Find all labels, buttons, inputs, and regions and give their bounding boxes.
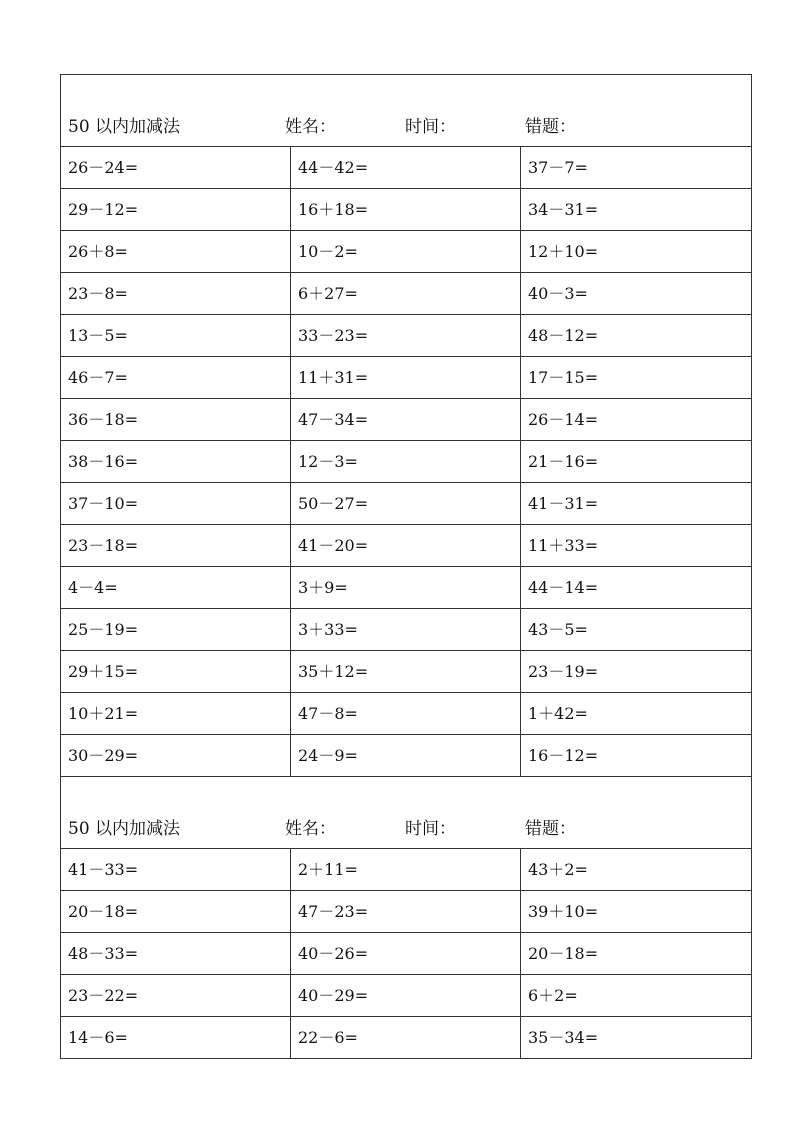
worksheet-table: [60, 74, 752, 1059]
problem-cell: 20－18=: [61, 891, 291, 933]
problem-cell: 38－16=: [61, 441, 291, 483]
problem-row: [61, 735, 752, 777]
problem-cell: 39＋10=: [521, 891, 752, 933]
problem-cell: 20－18=: [521, 933, 752, 975]
problem-row: [61, 651, 752, 693]
problem-cell: 41－31=: [521, 483, 752, 525]
problem-row: [61, 525, 752, 567]
problem-cell: 35＋12=: [291, 651, 521, 693]
header-fields: [68, 118, 751, 138]
problem-cell: 21－16=: [521, 441, 752, 483]
problem-cell: 10＋21=: [61, 693, 291, 735]
problem-cell: 35－34=: [521, 1017, 752, 1059]
problem-cell: 41－20=: [291, 525, 521, 567]
problem-cell: 12－3=: [291, 441, 521, 483]
problem-cell: 17－15=: [521, 357, 752, 399]
problem-cell: 6＋27=: [291, 273, 521, 315]
time-label: 时间：: [405, 819, 456, 839]
section-header: [61, 777, 752, 849]
problem-cell: 48－33=: [61, 933, 291, 975]
problem-cell: 22－6=: [291, 1017, 521, 1059]
problem-cell: 23－19=: [521, 651, 752, 693]
section-header-cell: [61, 75, 752, 147]
problem-cell: 24－9=: [291, 735, 521, 777]
problem-cell: 30－29=: [61, 735, 291, 777]
problem-row: [61, 933, 752, 975]
problem-cell: 37－10=: [61, 483, 291, 525]
problem-row: [61, 849, 752, 891]
name-label: 姓名：: [285, 819, 336, 839]
problem-cell: 11＋31=: [291, 357, 521, 399]
problem-cell: 33－23=: [291, 315, 521, 357]
problem-row: [61, 399, 752, 441]
problem-row: [61, 273, 752, 315]
problem-cell: 16－12=: [521, 735, 752, 777]
problem-row: [61, 975, 752, 1017]
worksheet-title: 50 以内加减法: [68, 819, 181, 839]
problem-cell: 23－8=: [61, 273, 291, 315]
section-header: [61, 75, 752, 147]
problem-cell: 36－18=: [61, 399, 291, 441]
problem-cell: 43＋2=: [521, 849, 752, 891]
problem-cell: 41－33=: [61, 849, 291, 891]
worksheet-title: 50 以内加减法: [68, 117, 181, 137]
problem-cell: 37－7=: [521, 147, 752, 189]
section-header-cell: [61, 777, 752, 849]
problem-cell: 26－14=: [521, 399, 752, 441]
errors-label: 错题：: [525, 117, 576, 137]
problem-row: [61, 441, 752, 483]
problem-cell: 46－7=: [61, 357, 291, 399]
problem-row: [61, 231, 752, 273]
problem-cell: 43－5=: [521, 609, 752, 651]
problem-cell: 3＋33=: [291, 609, 521, 651]
problem-row: [61, 609, 752, 651]
problem-cell: 2＋11=: [291, 849, 521, 891]
problem-cell: 25－19=: [61, 609, 291, 651]
problem-cell: 3＋9=: [291, 567, 521, 609]
problem-cell: 40－3=: [521, 273, 752, 315]
problem-cell: 44－14=: [521, 567, 752, 609]
problem-cell: 13－5=: [61, 315, 291, 357]
problem-cell: 12＋10=: [521, 231, 752, 273]
problem-cell: 50－27=: [291, 483, 521, 525]
problem-cell: 4－4=: [61, 567, 291, 609]
problem-row: [61, 147, 752, 189]
problem-row: [61, 483, 752, 525]
problem-row: [61, 357, 752, 399]
problem-cell: 26－24=: [61, 147, 291, 189]
problem-cell: 34－31=: [521, 189, 752, 231]
problem-cell: 23－18=: [61, 525, 291, 567]
problem-row: [61, 693, 752, 735]
problem-cell: 16＋18=: [291, 189, 521, 231]
problem-cell: 48－12=: [521, 315, 752, 357]
problem-row: [61, 315, 752, 357]
problem-cell: 47－8=: [291, 693, 521, 735]
problem-row: [61, 891, 752, 933]
problem-cell: 40－29=: [291, 975, 521, 1017]
problem-cell: 10－2=: [291, 231, 521, 273]
problem-cell: 1＋42=: [521, 693, 752, 735]
problem-cell: 26＋8=: [61, 231, 291, 273]
problem-cell: 6＋2=: [521, 975, 752, 1017]
problem-cell: 14－6=: [61, 1017, 291, 1059]
problem-row: [61, 189, 752, 231]
problem-cell: 40－26=: [291, 933, 521, 975]
problem-cell: 47－23=: [291, 891, 521, 933]
problem-cell: 29－12=: [61, 189, 291, 231]
name-label: 姓名：: [285, 117, 336, 137]
problem-cell: 23－22=: [61, 975, 291, 1017]
time-label: 时间：: [405, 117, 456, 137]
problem-cell: 47－34=: [291, 399, 521, 441]
problem-cell: 29＋15=: [61, 651, 291, 693]
errors-label: 错题：: [525, 819, 576, 839]
problem-row: [61, 1017, 752, 1059]
header-fields: [68, 820, 751, 840]
problem-cell: 11＋33=: [521, 525, 752, 567]
problem-cell: 44－42=: [291, 147, 521, 189]
problem-row: [61, 567, 752, 609]
